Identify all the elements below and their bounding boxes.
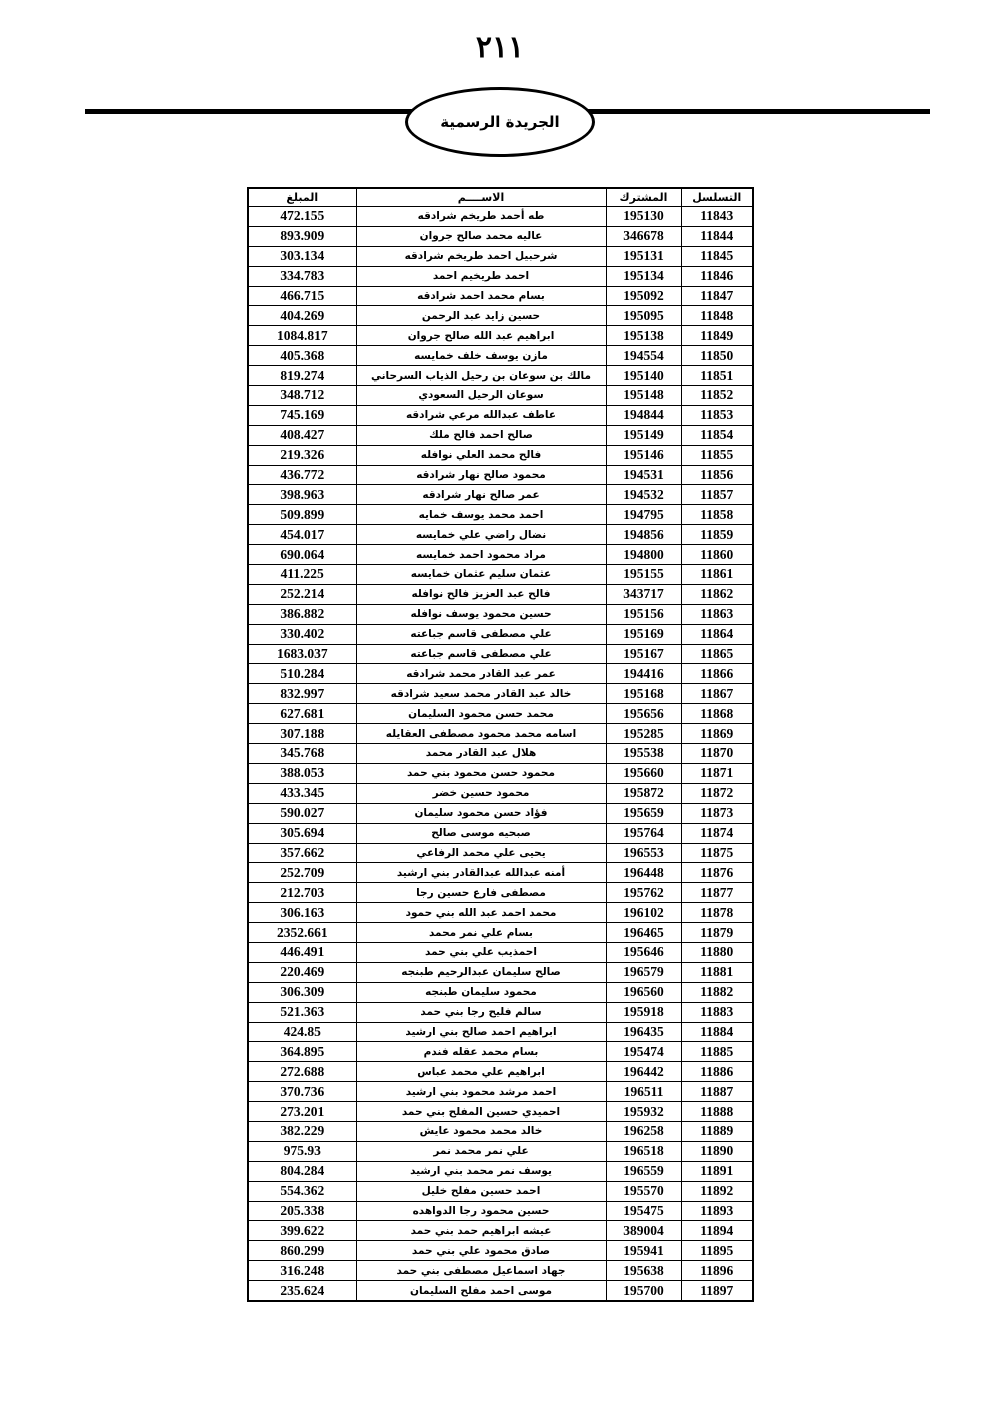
amount-cell: 306.163 bbox=[248, 903, 356, 923]
table-row bbox=[248, 465, 753, 485]
subscriber-cell: 195659 bbox=[606, 803, 681, 823]
serial-cell: 11883 bbox=[681, 1002, 753, 1022]
amount-cell: 212.703 bbox=[248, 883, 356, 903]
gazette-title-oval bbox=[405, 87, 595, 157]
table-row bbox=[248, 1181, 753, 1201]
serial-cell: 11853 bbox=[681, 405, 753, 425]
serial-cell: 11869 bbox=[681, 724, 753, 744]
serial-cell: 11880 bbox=[681, 942, 753, 962]
amount-cell: 466.715 bbox=[248, 286, 356, 306]
table-row bbox=[248, 942, 753, 962]
serial-cell: 11874 bbox=[681, 823, 753, 843]
serial-cell: 11893 bbox=[681, 1201, 753, 1221]
serial-cell: 11878 bbox=[681, 903, 753, 923]
name-cell: علي نمر محمد نمر bbox=[356, 1141, 606, 1161]
amount-cell: 345.768 bbox=[248, 744, 356, 764]
serial-cell: 11867 bbox=[681, 684, 753, 704]
serial-cell: 11852 bbox=[681, 386, 753, 406]
amount-cell: 306.309 bbox=[248, 982, 356, 1002]
table-row bbox=[248, 704, 753, 724]
name-cell: احمد حسين مفلح خليل bbox=[356, 1181, 606, 1201]
subscriber-cell: 346678 bbox=[606, 226, 681, 246]
serial-cell: 11882 bbox=[681, 982, 753, 1002]
serial-cell: 11889 bbox=[681, 1121, 753, 1141]
table-row bbox=[248, 584, 753, 604]
name-cell: ابراهيم علي محمد عباس bbox=[356, 1062, 606, 1082]
table-row bbox=[248, 226, 753, 246]
serial-cell: 11862 bbox=[681, 584, 753, 604]
subscriber-cell: 195538 bbox=[606, 744, 681, 764]
subscriber-cell: 195156 bbox=[606, 604, 681, 624]
subscriber-cell: 194554 bbox=[606, 346, 681, 366]
subscriber-cell: 195134 bbox=[606, 266, 681, 286]
name-cell: صبحيه موسى صالح bbox=[356, 823, 606, 843]
subscriber-cell: 389004 bbox=[606, 1221, 681, 1241]
subscriber-cell: 195646 bbox=[606, 942, 681, 962]
serial-cell: 11854 bbox=[681, 425, 753, 445]
amount-cell: 1084.817 bbox=[248, 326, 356, 346]
serial-cell: 11843 bbox=[681, 207, 753, 227]
header-amount: المبلغ bbox=[248, 188, 356, 207]
name-cell: محمود سليمان طبنجه bbox=[356, 982, 606, 1002]
subscriber-cell: 195148 bbox=[606, 386, 681, 406]
serial-cell: 11885 bbox=[681, 1042, 753, 1062]
serial-cell: 11891 bbox=[681, 1161, 753, 1181]
table-row bbox=[248, 505, 753, 525]
amount-cell: 219.326 bbox=[248, 445, 356, 465]
table-row bbox=[248, 903, 753, 923]
name-cell: محمد احمد عبد الله بني حمود bbox=[356, 903, 606, 923]
table-row bbox=[248, 405, 753, 425]
table-row bbox=[248, 326, 753, 346]
serial-cell: 11892 bbox=[681, 1181, 753, 1201]
subscriber-cell: 195167 bbox=[606, 644, 681, 664]
table-row bbox=[248, 366, 753, 386]
amount-cell: 436.772 bbox=[248, 465, 356, 485]
table-row bbox=[248, 346, 753, 366]
header-subscriber: المشترك bbox=[606, 188, 681, 207]
name-cell: مالك بن سوعان بن رحيل الذياب السرحاني bbox=[356, 366, 606, 386]
amount-cell: 252.709 bbox=[248, 863, 356, 883]
table-row bbox=[248, 286, 753, 306]
subscriber-cell: 195095 bbox=[606, 306, 681, 326]
serial-cell: 11863 bbox=[681, 604, 753, 624]
amount-cell: 454.017 bbox=[248, 525, 356, 545]
amount-cell: 272.688 bbox=[248, 1062, 356, 1082]
name-cell: ابراهيم عبد الله صالح جروان bbox=[356, 326, 606, 346]
serial-cell: 11897 bbox=[681, 1281, 753, 1301]
amount-cell: 405.368 bbox=[248, 346, 356, 366]
table-row bbox=[248, 425, 753, 445]
serial-cell: 11848 bbox=[681, 306, 753, 326]
subscriber-cell: 194856 bbox=[606, 525, 681, 545]
serial-cell: 11861 bbox=[681, 565, 753, 585]
subscriber-cell: 196442 bbox=[606, 1062, 681, 1082]
subscriber-cell: 195918 bbox=[606, 1002, 681, 1022]
table-row bbox=[248, 1102, 753, 1122]
header-serial: التسلسل bbox=[681, 188, 753, 207]
subscriber-cell: 196511 bbox=[606, 1082, 681, 1102]
subscriber-cell: 194844 bbox=[606, 405, 681, 425]
table-row bbox=[248, 1161, 753, 1181]
amount-cell: 424.85 bbox=[248, 1022, 356, 1042]
amount-cell: 305.694 bbox=[248, 823, 356, 843]
amount-cell: 348.712 bbox=[248, 386, 356, 406]
amount-cell: 386.882 bbox=[248, 604, 356, 624]
amount-cell: 510.284 bbox=[248, 664, 356, 684]
table-row bbox=[248, 1281, 753, 1301]
name-cell: أمنه عبدالله عبدالقادر بني ارشيد bbox=[356, 863, 606, 883]
subscriber-cell: 343717 bbox=[606, 584, 681, 604]
amount-cell: 330.402 bbox=[248, 624, 356, 644]
serial-cell: 11860 bbox=[681, 545, 753, 565]
subscriber-cell: 195638 bbox=[606, 1261, 681, 1281]
name-cell: نضال راضي علي خمايسه bbox=[356, 525, 606, 545]
name-cell: مراد محمود احمد خمايسه bbox=[356, 545, 606, 565]
amount-cell: 404.269 bbox=[248, 306, 356, 326]
subscriber-cell: 196102 bbox=[606, 903, 681, 923]
amount-cell: 334.783 bbox=[248, 266, 356, 286]
serial-cell: 11858 bbox=[681, 505, 753, 525]
name-cell: يحيى علي محمد الرفاعي bbox=[356, 843, 606, 863]
serial-cell: 11876 bbox=[681, 863, 753, 883]
name-cell: حسين زايد عبد الرحمن bbox=[356, 306, 606, 326]
subscriber-cell: 195570 bbox=[606, 1181, 681, 1201]
name-cell: صادق محمود علي بني حمد bbox=[356, 1241, 606, 1261]
amount-cell: 357.662 bbox=[248, 843, 356, 863]
amount-cell: 521.363 bbox=[248, 1002, 356, 1022]
subscriber-cell: 195149 bbox=[606, 425, 681, 445]
amount-cell: 860.299 bbox=[248, 1241, 356, 1261]
serial-cell: 11851 bbox=[681, 366, 753, 386]
table-row bbox=[248, 485, 753, 505]
subscriber-cell: 195872 bbox=[606, 783, 681, 803]
table-row bbox=[248, 763, 753, 783]
subscriber-cell: 195660 bbox=[606, 763, 681, 783]
serial-cell: 11870 bbox=[681, 744, 753, 764]
name-cell: عمر صالح نهار شرادقه bbox=[356, 485, 606, 505]
gazette-title: الجريدة الرسمية bbox=[440, 113, 560, 131]
name-cell: خالد محمد محمود عايش bbox=[356, 1121, 606, 1141]
table-row bbox=[248, 823, 753, 843]
subscriber-cell: 196448 bbox=[606, 863, 681, 883]
serial-cell: 11855 bbox=[681, 445, 753, 465]
name-cell: سالم فليح رجا بني حمد bbox=[356, 1002, 606, 1022]
amount-cell: 472.155 bbox=[248, 207, 356, 227]
subscriber-cell: 194532 bbox=[606, 485, 681, 505]
amount-cell: 1683.037 bbox=[248, 644, 356, 664]
table-row bbox=[248, 1042, 753, 1062]
table-row bbox=[248, 1082, 753, 1102]
amount-cell: 893.909 bbox=[248, 226, 356, 246]
serial-cell: 11890 bbox=[681, 1141, 753, 1161]
table-row bbox=[248, 246, 753, 266]
table-row bbox=[248, 863, 753, 883]
serial-cell: 11873 bbox=[681, 803, 753, 823]
name-cell: موسى احمد مفلح السليمان bbox=[356, 1281, 606, 1301]
subscriber-cell: 195138 bbox=[606, 326, 681, 346]
amount-cell: 745.169 bbox=[248, 405, 356, 425]
table-row bbox=[248, 1121, 753, 1141]
subscriber-cell: 195140 bbox=[606, 366, 681, 386]
name-cell: احمد محمد يوسف خمايه bbox=[356, 505, 606, 525]
serial-cell: 11896 bbox=[681, 1261, 753, 1281]
amount-cell: 388.053 bbox=[248, 763, 356, 783]
amount-cell: 235.624 bbox=[248, 1281, 356, 1301]
amount-cell: 205.338 bbox=[248, 1201, 356, 1221]
table-row bbox=[248, 1201, 753, 1221]
table-row bbox=[248, 266, 753, 286]
name-cell: فالح محمد العلي نوافله bbox=[356, 445, 606, 465]
subscriber-cell: 195656 bbox=[606, 704, 681, 724]
amount-cell: 252.214 bbox=[248, 584, 356, 604]
name-cell: احمذيب علي بني حمد bbox=[356, 942, 606, 962]
table-row bbox=[248, 1141, 753, 1161]
table-row bbox=[248, 783, 753, 803]
serial-cell: 11886 bbox=[681, 1062, 753, 1082]
table-row bbox=[248, 306, 753, 326]
name-cell: فؤاد حسن محمود سليمان bbox=[356, 803, 606, 823]
name-cell: طه أحمد طريخم شرادقه bbox=[356, 207, 606, 227]
serial-cell: 11857 bbox=[681, 485, 753, 505]
serial-cell: 11859 bbox=[681, 525, 753, 545]
table-row bbox=[248, 644, 753, 664]
subscriber-cell: 194800 bbox=[606, 545, 681, 565]
serial-cell: 11887 bbox=[681, 1082, 753, 1102]
serial-cell: 11884 bbox=[681, 1022, 753, 1042]
name-cell: عيشه ابراهيم حمد بني حمد bbox=[356, 1221, 606, 1241]
amount-cell: 307.188 bbox=[248, 724, 356, 744]
serial-cell: 11866 bbox=[681, 664, 753, 684]
amount-cell: 364.895 bbox=[248, 1042, 356, 1062]
name-cell: عاليه محمد صالح جروان bbox=[356, 226, 606, 246]
amount-cell: 804.284 bbox=[248, 1161, 356, 1181]
serial-cell: 11844 bbox=[681, 226, 753, 246]
table-row bbox=[248, 1241, 753, 1261]
subscriber-cell: 196579 bbox=[606, 962, 681, 982]
subscriber-cell: 195131 bbox=[606, 246, 681, 266]
amount-cell: 370.736 bbox=[248, 1082, 356, 1102]
name-cell: علي مصطفى قاسم جباعته bbox=[356, 644, 606, 664]
amount-cell: 554.362 bbox=[248, 1181, 356, 1201]
subscriber-cell: 196465 bbox=[606, 923, 681, 943]
amount-cell: 316.248 bbox=[248, 1261, 356, 1281]
name-cell: شرحبيل احمد طريخم شرادقه bbox=[356, 246, 606, 266]
name-cell: بسام محمد احمد شرادقه bbox=[356, 286, 606, 306]
table-row bbox=[248, 1022, 753, 1042]
table-row bbox=[248, 962, 753, 982]
subscriber-cell: 195474 bbox=[606, 1042, 681, 1062]
name-cell: محمد حسن محمود السليمان bbox=[356, 704, 606, 724]
serial-cell: 11871 bbox=[681, 763, 753, 783]
name-cell: حسين محمود رجا الدواهده bbox=[356, 1201, 606, 1221]
name-cell: محمود صالح نهار شرادقه bbox=[356, 465, 606, 485]
name-cell: سوعان الرحيل السعودي bbox=[356, 386, 606, 406]
table-row bbox=[248, 664, 753, 684]
name-cell: احمد مرشد محمود بني ارشيد bbox=[356, 1082, 606, 1102]
serial-cell: 11864 bbox=[681, 624, 753, 644]
name-cell: جهاد اسماعيل مصطفى بني حمد bbox=[356, 1261, 606, 1281]
header-name: الاســــم bbox=[356, 188, 606, 207]
name-cell: اسامه محمد محمود مصطفى العقايله bbox=[356, 724, 606, 744]
table-row bbox=[248, 525, 753, 545]
name-cell: صالح سليمان عبدالرحيم طبنجه bbox=[356, 962, 606, 982]
serial-cell: 11879 bbox=[681, 923, 753, 943]
name-cell: مازن يوسف خلف خمايسه bbox=[356, 346, 606, 366]
subscriber-cell: 195764 bbox=[606, 823, 681, 843]
table-row bbox=[248, 207, 753, 227]
name-cell: عمر عبد القادر محمد شرادقه bbox=[356, 664, 606, 684]
amount-cell: 408.427 bbox=[248, 425, 356, 445]
amount-cell: 303.134 bbox=[248, 246, 356, 266]
amount-cell: 398.963 bbox=[248, 485, 356, 505]
table-row bbox=[248, 545, 753, 565]
subscriber-cell: 195932 bbox=[606, 1102, 681, 1122]
amount-cell: 690.064 bbox=[248, 545, 356, 565]
name-cell: حسين محمود يوسف نوافله bbox=[356, 604, 606, 624]
name-cell: صالح احمد فالح ملك bbox=[356, 425, 606, 445]
subscriber-cell: 195169 bbox=[606, 624, 681, 644]
subscriber-cell: 196258 bbox=[606, 1121, 681, 1141]
amount-cell: 433.345 bbox=[248, 783, 356, 803]
amount-cell: 627.681 bbox=[248, 704, 356, 724]
name-cell: احمد طريخيم احمد bbox=[356, 266, 606, 286]
serial-cell: 11877 bbox=[681, 883, 753, 903]
name-cell: فالح عبد العزيز فالح نوافله bbox=[356, 584, 606, 604]
name-cell: بسام محمد عقله فندم bbox=[356, 1042, 606, 1062]
name-cell: علي مصطفى قاسم جباعته bbox=[356, 624, 606, 644]
serial-cell: 11868 bbox=[681, 704, 753, 724]
serial-cell: 11845 bbox=[681, 246, 753, 266]
name-cell: هلال عبد القادر محمد bbox=[356, 744, 606, 764]
table-row bbox=[248, 744, 753, 764]
subscriber-cell: 194531 bbox=[606, 465, 681, 485]
name-cell: بسام علي نمر محمد bbox=[356, 923, 606, 943]
subscriber-cell: 196553 bbox=[606, 843, 681, 863]
table-header-row bbox=[248, 188, 753, 207]
name-cell: خالد عبد القادر محمد سعيد شرادقه bbox=[356, 684, 606, 704]
table-body bbox=[248, 207, 753, 1301]
subscriber-cell: 195285 bbox=[606, 724, 681, 744]
table-row bbox=[248, 604, 753, 624]
subscriber-cell: 195700 bbox=[606, 1281, 681, 1301]
serial-cell: 11850 bbox=[681, 346, 753, 366]
subscriber-table bbox=[247, 187, 754, 1302]
serial-cell: 11847 bbox=[681, 286, 753, 306]
name-cell: يوسف نمر محمد بني ارشيد bbox=[356, 1161, 606, 1181]
subscriber-cell: 195146 bbox=[606, 445, 681, 465]
serial-cell: 11875 bbox=[681, 843, 753, 863]
subscriber-cell: 195941 bbox=[606, 1241, 681, 1261]
table-row bbox=[248, 923, 753, 943]
table-row bbox=[248, 445, 753, 465]
table-row bbox=[248, 843, 753, 863]
subscriber-cell: 195155 bbox=[606, 565, 681, 585]
serial-cell: 11849 bbox=[681, 326, 753, 346]
serial-cell: 11881 bbox=[681, 962, 753, 982]
subscriber-table-container bbox=[247, 187, 752, 1302]
subscriber-cell: 195092 bbox=[606, 286, 681, 306]
table-row bbox=[248, 624, 753, 644]
amount-cell: 382.229 bbox=[248, 1121, 356, 1141]
amount-cell: 509.899 bbox=[248, 505, 356, 525]
name-cell: عاطف عبدالله مرعي شرادقه bbox=[356, 405, 606, 425]
amount-cell: 446.491 bbox=[248, 942, 356, 962]
subscriber-cell: 196559 bbox=[606, 1161, 681, 1181]
subscriber-cell: 196560 bbox=[606, 982, 681, 1002]
table-row bbox=[248, 684, 753, 704]
amount-cell: 2352.661 bbox=[248, 923, 356, 943]
subscriber-cell: 196518 bbox=[606, 1141, 681, 1161]
serial-cell: 11895 bbox=[681, 1241, 753, 1261]
amount-cell: 819.274 bbox=[248, 366, 356, 386]
table-row bbox=[248, 565, 753, 585]
table-row bbox=[248, 803, 753, 823]
name-cell: احميدي حسين المفلح بني حمد bbox=[356, 1102, 606, 1122]
amount-cell: 220.469 bbox=[248, 962, 356, 982]
name-cell: ابراهيم احمد صالح بني ارشيد bbox=[356, 1022, 606, 1042]
amount-cell: 832.997 bbox=[248, 684, 356, 704]
subscriber-cell: 194416 bbox=[606, 664, 681, 684]
name-cell: عثمان سليم عثمان خمايسه bbox=[356, 565, 606, 585]
subscriber-cell: 194795 bbox=[606, 505, 681, 525]
table-row bbox=[248, 1002, 753, 1022]
name-cell: محمود حسين خضر bbox=[356, 783, 606, 803]
table-row bbox=[248, 386, 753, 406]
subscriber-cell: 195475 bbox=[606, 1201, 681, 1221]
amount-cell: 975.93 bbox=[248, 1141, 356, 1161]
amount-cell: 590.027 bbox=[248, 803, 356, 823]
serial-cell: 11856 bbox=[681, 465, 753, 485]
name-cell: محمود حسن محمود بني حمد bbox=[356, 763, 606, 783]
name-cell: مصطفى فارع حسين رجا bbox=[356, 883, 606, 903]
page-number: ٢١١ bbox=[475, 30, 525, 65]
serial-cell: 11894 bbox=[681, 1221, 753, 1241]
subscriber-cell: 195168 bbox=[606, 684, 681, 704]
table-row bbox=[248, 982, 753, 1002]
table-row bbox=[248, 1261, 753, 1281]
table-row bbox=[248, 1062, 753, 1082]
serial-cell: 11846 bbox=[681, 266, 753, 286]
amount-cell: 411.225 bbox=[248, 565, 356, 585]
subscriber-cell: 195762 bbox=[606, 883, 681, 903]
subscriber-cell: 196435 bbox=[606, 1022, 681, 1042]
amount-cell: 399.622 bbox=[248, 1221, 356, 1241]
serial-cell: 11888 bbox=[681, 1102, 753, 1122]
serial-cell: 11865 bbox=[681, 644, 753, 664]
table-row bbox=[248, 883, 753, 903]
serial-cell: 11872 bbox=[681, 783, 753, 803]
table-row bbox=[248, 724, 753, 744]
amount-cell: 273.201 bbox=[248, 1102, 356, 1122]
subscriber-cell: 195130 bbox=[606, 207, 681, 227]
table-row bbox=[248, 1221, 753, 1241]
